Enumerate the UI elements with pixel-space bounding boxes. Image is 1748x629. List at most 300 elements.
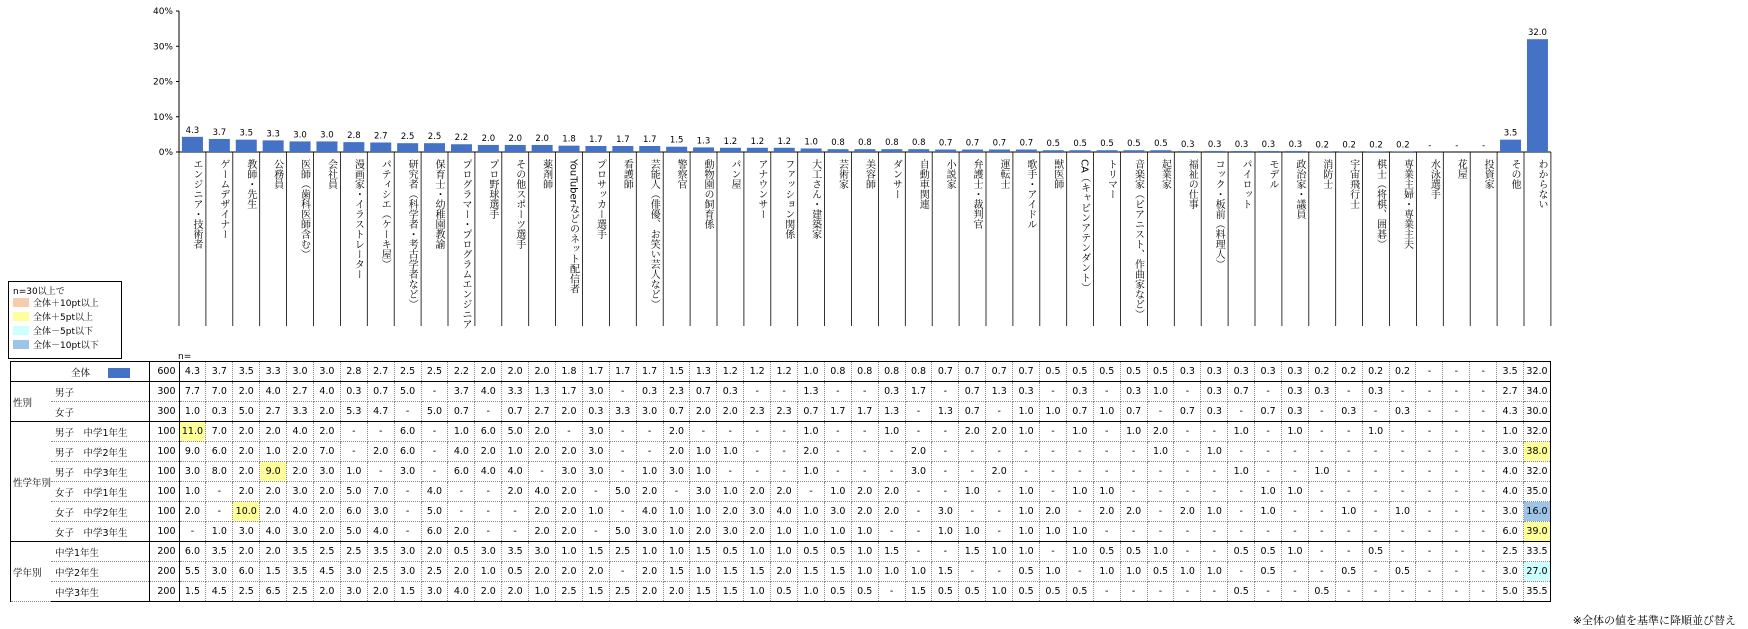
table-cell: 2.5 bbox=[1497, 542, 1524, 562]
category-label: 大工さん・建築家 bbox=[809, 159, 821, 239]
table-cell: 1.0 bbox=[1066, 482, 1093, 502]
table-cell: 4.0 bbox=[313, 382, 340, 402]
table-cell: 3.0 bbox=[1497, 502, 1524, 522]
table-cell: - bbox=[636, 422, 663, 442]
table-cell: 3.0 bbox=[636, 522, 663, 542]
table-cell: 1.0 bbox=[1040, 522, 1067, 542]
table-cell: 3.0 bbox=[555, 462, 582, 482]
category-label: アナウンサー bbox=[755, 159, 767, 219]
table-cell: 2.3 bbox=[663, 382, 690, 402]
table-cell: 2.0 bbox=[663, 422, 690, 442]
table-cell: 0.5 bbox=[1066, 582, 1093, 602]
table-cell: 1.2 bbox=[744, 362, 771, 382]
table-cell: 0.3 bbox=[1228, 362, 1255, 382]
table-cell: 0.7 bbox=[1174, 402, 1201, 422]
row-label-text: 全体 bbox=[71, 367, 91, 379]
bar-value-label: 1.0 bbox=[804, 137, 818, 148]
category-label: 保育士・幼稚園教諭 bbox=[433, 159, 445, 249]
table-cell: 1.3 bbox=[798, 382, 825, 402]
table-cell: - bbox=[1282, 462, 1309, 482]
table-cell: 1.5 bbox=[878, 542, 905, 562]
table-cell: 0.5 bbox=[1228, 582, 1255, 602]
table-cell: - bbox=[905, 422, 932, 442]
table-cell: - bbox=[1308, 542, 1335, 562]
table-cell: 6.0 bbox=[1497, 522, 1524, 542]
category-label: パイロット bbox=[1240, 159, 1252, 209]
table-cell: 4.0 bbox=[287, 422, 314, 442]
table-cell: 1.0 bbox=[851, 562, 878, 582]
row-label: 男子 bbox=[51, 382, 149, 402]
bar bbox=[693, 147, 714, 152]
table-cell: 0.5 bbox=[1335, 562, 1362, 582]
table-row bbox=[11, 442, 1551, 462]
table-cell: - bbox=[771, 462, 798, 482]
category-label: 花屋 bbox=[1455, 159, 1467, 179]
category-label: その他 bbox=[1509, 159, 1521, 189]
table-cell: - bbox=[932, 442, 959, 462]
table-cell: 1.0 bbox=[206, 522, 233, 542]
bar-value-label: 0.8 bbox=[858, 138, 872, 149]
table-cell: 0.2 bbox=[1389, 362, 1416, 382]
table-cell: 0.3 bbox=[1013, 382, 1040, 402]
table-cell: 6.0 bbox=[394, 442, 421, 462]
table-cell: 5.3 bbox=[340, 402, 367, 422]
table-cell: 38.0 bbox=[1524, 442, 1551, 462]
legend-item-minus10 bbox=[13, 338, 99, 350]
sample-size: 100 bbox=[149, 522, 179, 542]
table-cell: - bbox=[475, 482, 502, 502]
table-cell: 1.0 bbox=[851, 522, 878, 542]
table-cell: 1.7 bbox=[824, 402, 851, 422]
table-cell: 2.0 bbox=[502, 362, 529, 382]
table-cell: - bbox=[1308, 502, 1335, 522]
table-cell: 1.0 bbox=[663, 542, 690, 562]
table-cell: - bbox=[1470, 402, 1497, 422]
table-cell: - bbox=[609, 462, 636, 482]
table-cell: - bbox=[1443, 462, 1470, 482]
table-row bbox=[11, 362, 1551, 382]
table-cell: 1.0 bbox=[1093, 482, 1120, 502]
table-cell: 2.0 bbox=[1093, 502, 1120, 522]
table-cell: 2.0 bbox=[448, 562, 475, 582]
bar bbox=[505, 145, 526, 152]
y-tick-label: 0% bbox=[158, 148, 173, 158]
table-cell: 3.0 bbox=[582, 382, 609, 402]
bar-value-label: 2.0 bbox=[535, 133, 549, 144]
bar-value-label: 2.2 bbox=[454, 133, 469, 144]
table-cell: 9.0 bbox=[260, 462, 287, 482]
table-cell: 3.5 bbox=[287, 542, 314, 562]
table-cell: - bbox=[1066, 462, 1093, 482]
table-cell: 4.0 bbox=[636, 502, 663, 522]
row-label: 女子 中学1年生 bbox=[51, 482, 149, 502]
table-cell: 3.0 bbox=[340, 562, 367, 582]
table-cell: 2.0 bbox=[878, 482, 905, 502]
table-cell: - bbox=[1416, 382, 1443, 402]
table-cell: - bbox=[1308, 522, 1335, 542]
table-cell: - bbox=[1255, 582, 1282, 602]
table-cell: - bbox=[851, 442, 878, 462]
table-cell: 0.8 bbox=[824, 362, 851, 382]
table-cell: 4.0 bbox=[260, 522, 287, 542]
table-cell: 0.3 bbox=[717, 382, 744, 402]
bar-value-label: 2.0 bbox=[508, 133, 523, 144]
table-cell: - bbox=[1470, 422, 1497, 442]
bar bbox=[316, 141, 337, 152]
table-cell: 2.0 bbox=[529, 522, 556, 542]
category-label: 教師・先生 bbox=[244, 159, 256, 209]
table-cell: - bbox=[1147, 402, 1174, 422]
table-cell: - bbox=[1308, 562, 1335, 582]
table-cell: 0.5 bbox=[1120, 542, 1147, 562]
table-cell: - bbox=[1335, 482, 1362, 502]
bar-value-label: - bbox=[1482, 141, 1486, 151]
category-label: 政治家・議員 bbox=[1293, 159, 1305, 219]
table-cell: 0.5 bbox=[1040, 362, 1067, 382]
table-cell: 1.0 bbox=[260, 442, 287, 462]
bar-value-label: 0.7 bbox=[938, 138, 953, 149]
table-cell: 5.0 bbox=[340, 482, 367, 502]
table-row bbox=[11, 582, 1551, 602]
table-cell: 2.0 bbox=[744, 522, 771, 542]
table-cell: - bbox=[1282, 442, 1309, 462]
table-cell: - bbox=[1416, 422, 1443, 442]
sort-note: ※全体の値を基準に降順並び替え bbox=[1572, 614, 1736, 627]
bar bbox=[1097, 150, 1118, 152]
table-cell: 1.5 bbox=[905, 582, 932, 602]
n-label: n= bbox=[178, 352, 192, 362]
bar-value-label: 2.7 bbox=[373, 131, 388, 142]
legend-swatch bbox=[13, 312, 29, 321]
table-cell: 2.0 bbox=[313, 422, 340, 442]
table-cell: 2.0 bbox=[798, 442, 825, 462]
table-cell: - bbox=[1040, 382, 1067, 402]
table-cell: 0.7 bbox=[1228, 382, 1255, 402]
table-cell: 2.7 bbox=[287, 382, 314, 402]
bar-value-label: 1.8 bbox=[562, 134, 576, 145]
table-cell: 1.0 bbox=[798, 462, 825, 482]
table-cell: 3.0 bbox=[636, 402, 663, 422]
bar-value-label: 1.7 bbox=[642, 135, 657, 146]
category-label: エンジニア・技術者 bbox=[190, 159, 202, 249]
table-cell: - bbox=[1443, 362, 1470, 382]
table-cell: 0.8 bbox=[878, 362, 905, 382]
table-cell: - bbox=[744, 422, 771, 442]
table-cell: - bbox=[878, 522, 905, 542]
bar-value-label: 3.5 bbox=[239, 128, 254, 139]
table-cell: 1.0 bbox=[1120, 562, 1147, 582]
table-cell: 1.5 bbox=[260, 562, 287, 582]
table-cell: - bbox=[1335, 542, 1362, 562]
table-cell: - bbox=[1308, 482, 1335, 502]
table-cell: - bbox=[421, 442, 448, 462]
table-cell: - bbox=[690, 422, 717, 442]
table-cell: 1.0 bbox=[1147, 442, 1174, 462]
table-cell: - bbox=[502, 522, 529, 542]
table-cell: 0.7 bbox=[1013, 362, 1040, 382]
table-cell: 3.0 bbox=[394, 462, 421, 482]
table-cell: - bbox=[1416, 542, 1443, 562]
table-cell: 0.5 bbox=[1093, 362, 1120, 382]
bar bbox=[585, 146, 606, 152]
table-cell: 1.0 bbox=[905, 562, 932, 582]
table-cell: 0.5 bbox=[851, 582, 878, 602]
table-cell: - bbox=[340, 442, 367, 462]
table-cell: - bbox=[905, 542, 932, 562]
table-cell: 2.0 bbox=[421, 542, 448, 562]
table-cell: - bbox=[609, 442, 636, 462]
bar-value-label: 0.3 bbox=[1207, 139, 1222, 150]
table-cell: 0.3 bbox=[1201, 382, 1228, 402]
table-cell: 3.0 bbox=[313, 462, 340, 482]
table-cell: 4.0 bbox=[529, 482, 556, 502]
table-cell: - bbox=[609, 562, 636, 582]
table-cell: 1.3 bbox=[690, 362, 717, 382]
table-cell: - bbox=[1040, 482, 1067, 502]
table-cell: 3.0 bbox=[340, 582, 367, 602]
table-cell: - bbox=[1443, 482, 1470, 502]
legend-label: 全体＋10pt以上 bbox=[33, 298, 99, 309]
category-label: ダンサー bbox=[890, 159, 902, 199]
table-cell: - bbox=[1066, 502, 1093, 522]
table-cell: 1.3 bbox=[529, 382, 556, 402]
table-cell: 2.0 bbox=[555, 442, 582, 462]
table-cell: 2.0 bbox=[529, 362, 556, 382]
table-cell: 1.0 bbox=[179, 402, 206, 422]
table-cell: 0.5 bbox=[502, 562, 529, 582]
table-cell: 2.0 bbox=[636, 482, 663, 502]
table-cell: 2.0 bbox=[744, 482, 771, 502]
bar-value-label: 2.5 bbox=[427, 132, 442, 143]
table-cell: - bbox=[1282, 562, 1309, 582]
sample-size: 200 bbox=[149, 582, 179, 602]
bar bbox=[1392, 151, 1413, 152]
bar-value-label: 0.5 bbox=[1100, 139, 1114, 150]
table-cell: 4.0 bbox=[448, 582, 475, 602]
table-cell: - bbox=[717, 462, 744, 482]
table-cell: 0.8 bbox=[905, 362, 932, 382]
table-cell: - bbox=[1174, 442, 1201, 462]
table-cell: 1.0 bbox=[663, 502, 690, 522]
table-cell: - bbox=[1120, 522, 1147, 542]
table-cell: - bbox=[878, 582, 905, 602]
table-cell: 8.0 bbox=[206, 462, 233, 482]
table-cell: 0.7 bbox=[690, 382, 717, 402]
table-cell: 1.5 bbox=[179, 582, 206, 602]
table-cell: 1.7 bbox=[636, 362, 663, 382]
table-cell: - bbox=[1470, 522, 1497, 542]
table-cell: 2.0 bbox=[690, 522, 717, 542]
bar-value-label: 3.0 bbox=[320, 130, 334, 141]
table-cell: 2.0 bbox=[986, 462, 1013, 482]
table-cell: - bbox=[609, 502, 636, 522]
row-label: 女子 中学2年生 bbox=[51, 502, 149, 522]
table-cell: 0.7 bbox=[1066, 402, 1093, 422]
table-cell: 5.0 bbox=[502, 422, 529, 442]
category-label: プロサッカー選手 bbox=[594, 159, 606, 239]
table-cell: 1.0 bbox=[582, 502, 609, 522]
table-cell: - bbox=[1147, 462, 1174, 482]
table-cell: 2.0 bbox=[529, 422, 556, 442]
table-cell: - bbox=[1416, 562, 1443, 582]
bar-value-label: 0.3 bbox=[1234, 139, 1249, 150]
table-cell: 2.0 bbox=[233, 422, 260, 442]
table-row bbox=[11, 522, 1551, 542]
table-cell: - bbox=[1389, 462, 1416, 482]
category-label: プロ野球選手 bbox=[486, 159, 498, 219]
table-cell: 3.3 bbox=[609, 402, 636, 422]
table-cell: 2.0 bbox=[1040, 502, 1067, 522]
table-cell: 1.0 bbox=[798, 422, 825, 442]
table-cell: 0.7 bbox=[959, 402, 986, 422]
table-cell: 0.2 bbox=[1362, 362, 1389, 382]
table-cell: - bbox=[1443, 502, 1470, 522]
table-cell: 2.0 bbox=[313, 482, 340, 502]
category-label: 公務員 bbox=[271, 159, 283, 189]
table-cell: 1.8 bbox=[555, 362, 582, 382]
table-cell: 1.7 bbox=[582, 362, 609, 382]
table-cell: - bbox=[1040, 422, 1067, 442]
table-cell: 32.0 bbox=[1524, 362, 1551, 382]
table-cell: 0.5 bbox=[717, 542, 744, 562]
table-cell: 1.0 bbox=[340, 462, 367, 482]
table-cell: 2.0 bbox=[959, 422, 986, 442]
table-cell: 2.0 bbox=[529, 502, 556, 522]
table-cell: 2.0 bbox=[771, 562, 798, 582]
table-cell: 1.0 bbox=[959, 522, 986, 542]
table-cell: 6.0 bbox=[394, 422, 421, 442]
table-cell: - bbox=[1416, 362, 1443, 382]
table-cell: 4.0 bbox=[1497, 462, 1524, 482]
table-cell: 2.5 bbox=[287, 582, 314, 602]
table-cell: - bbox=[824, 422, 851, 442]
category-label: 薬剤師 bbox=[540, 159, 552, 189]
table-cell: 0.7 bbox=[986, 362, 1013, 382]
bar bbox=[478, 145, 499, 152]
bar bbox=[1177, 151, 1198, 152]
table-cell: 1.0 bbox=[1040, 562, 1067, 582]
table-cell: 0.3 bbox=[1174, 362, 1201, 382]
bar bbox=[397, 143, 418, 152]
table-cell: 1.5 bbox=[717, 562, 744, 582]
category-label: 専業主婦・専業主夫 bbox=[1401, 159, 1413, 249]
bar bbox=[370, 142, 391, 152]
table-cell: - bbox=[1335, 462, 1362, 482]
table-cell: 4.0 bbox=[421, 482, 448, 502]
bar-value-label: 1.5 bbox=[669, 135, 684, 146]
table-cell: 4.7 bbox=[367, 402, 394, 422]
table-cell: - bbox=[1362, 482, 1389, 502]
table-cell: - bbox=[1040, 462, 1067, 482]
table-cell: - bbox=[1470, 442, 1497, 462]
table-cell: - bbox=[421, 462, 448, 482]
table-cell: 27.0 bbox=[1524, 562, 1551, 582]
table-cell: - bbox=[932, 542, 959, 562]
table-cell: 2.0 bbox=[475, 582, 502, 602]
row-label: 女子 中学3年生 bbox=[51, 522, 149, 542]
table-cell: 0.3 bbox=[206, 402, 233, 422]
table-cell: - bbox=[1335, 442, 1362, 462]
table-cell: 1.3 bbox=[986, 382, 1013, 402]
table-cell: 3.0 bbox=[1497, 442, 1524, 462]
bar bbox=[451, 144, 472, 152]
table-cell: 2.0 bbox=[529, 562, 556, 582]
table-cell: - bbox=[1416, 402, 1443, 422]
bar bbox=[559, 146, 580, 152]
y-tick-label: 10% bbox=[152, 112, 173, 123]
table-cell: 1.0 bbox=[1147, 382, 1174, 402]
table-cell: - bbox=[1201, 582, 1228, 602]
table-cell: 2.0 bbox=[448, 522, 475, 542]
table-row bbox=[11, 562, 1551, 582]
table-cell: - bbox=[851, 422, 878, 442]
bar-value-label: 0.2 bbox=[1315, 140, 1330, 151]
table-cell: 1.0 bbox=[1066, 422, 1093, 442]
category-label: 福祉の仕事 bbox=[1186, 159, 1198, 209]
bar-value-label: 0.2 bbox=[1342, 140, 1356, 151]
table-cell: 2.0 bbox=[636, 562, 663, 582]
row-label: 男子 中学1年生 bbox=[51, 422, 149, 442]
table-cell: - bbox=[1389, 442, 1416, 462]
category-label: 自動車関連 bbox=[917, 159, 929, 209]
table-cell: 1.0 bbox=[1201, 502, 1228, 522]
table-cell: 9.0 bbox=[179, 442, 206, 462]
table-cell: 0.3 bbox=[582, 402, 609, 422]
table-cell: - bbox=[394, 522, 421, 542]
table-cell: 2.0 bbox=[287, 442, 314, 462]
table-cell: 1.0 bbox=[1282, 542, 1309, 562]
table-cell: 3.3 bbox=[260, 362, 287, 382]
bar bbox=[881, 149, 902, 152]
total-bar-swatch bbox=[108, 368, 130, 378]
group-label: 性学年別 bbox=[11, 422, 52, 542]
table-cell: 3.0 bbox=[744, 502, 771, 522]
table-cell: 0.5 bbox=[824, 542, 851, 562]
legend-item-plus10 bbox=[13, 296, 99, 308]
table-cell: 1.5 bbox=[932, 562, 959, 582]
table-cell: - bbox=[448, 482, 475, 502]
table-cell: 3.5 bbox=[502, 542, 529, 562]
table-cell: 1.7 bbox=[905, 382, 932, 402]
y-tick-label: 30% bbox=[152, 42, 173, 53]
table-cell: 0.5 bbox=[1093, 542, 1120, 562]
table-cell: 2.0 bbox=[260, 502, 287, 522]
table-cell: 6.0 bbox=[340, 502, 367, 522]
table-cell: - bbox=[1362, 462, 1389, 482]
category-label: 漫画家・イラストレーター bbox=[352, 159, 364, 279]
table-cell: 2.3 bbox=[771, 402, 798, 422]
bar-value-label: 0.3 bbox=[1288, 139, 1303, 150]
sample-size: 100 bbox=[149, 502, 179, 522]
table-cell: 30.0 bbox=[1524, 402, 1551, 422]
table-cell: - bbox=[986, 562, 1013, 582]
table-cell: 2.0 bbox=[233, 482, 260, 502]
category-label: 運転士 bbox=[997, 159, 1009, 189]
table-cell: - bbox=[1470, 462, 1497, 482]
table-cell: - bbox=[771, 382, 798, 402]
table-cell: 0.5 bbox=[448, 542, 475, 562]
category-label: 美容師 bbox=[863, 159, 875, 189]
table-cell: 1.0 bbox=[475, 562, 502, 582]
table-cell: 1.0 bbox=[717, 442, 744, 462]
table-cell: 7.0 bbox=[206, 382, 233, 402]
table-cell: 1.0 bbox=[878, 562, 905, 582]
table-cell: - bbox=[959, 502, 986, 522]
table-cell: - bbox=[421, 382, 448, 402]
table-row bbox=[11, 462, 1551, 482]
bar-value-label: 3.7 bbox=[212, 127, 227, 138]
sample-size: 100 bbox=[149, 462, 179, 482]
